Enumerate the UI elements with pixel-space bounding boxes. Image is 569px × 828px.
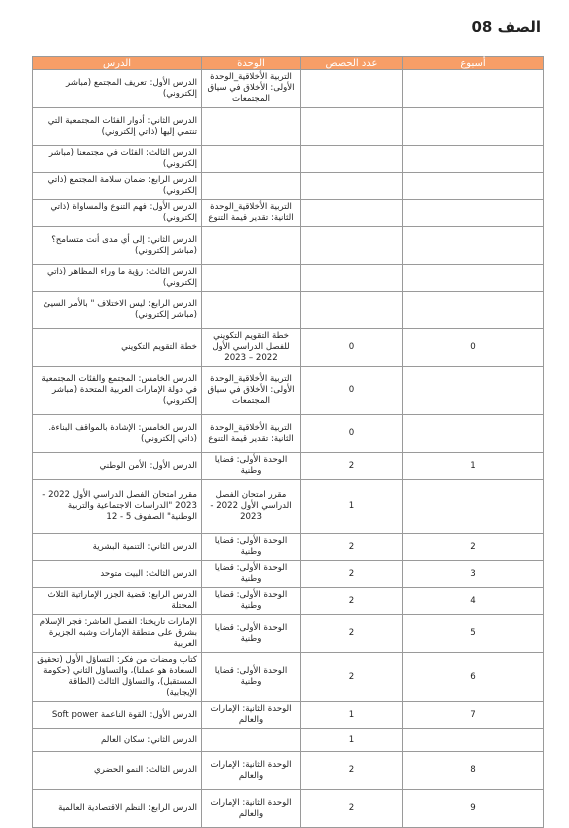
header-unit: الوحدة bbox=[202, 57, 301, 70]
unit-cell bbox=[202, 292, 301, 329]
periods-cell bbox=[301, 146, 403, 173]
lesson-cell: الدرس الخامس: الإشادة بالمواقف البناءة. (ذاتي إلكتروني) bbox=[33, 415, 202, 453]
lesson-cell: الدرس الرابع: قضية الجزر الإماراتية الثلاث المحتلة bbox=[33, 588, 202, 615]
week-cell bbox=[403, 480, 544, 534]
unit-cell: مقرر امتحان الفصل الدراسي الأول 2022 - 2023 bbox=[202, 480, 301, 534]
unit-cell: الوحدة الثانية: الإمارات والعالم bbox=[202, 752, 301, 790]
table-row bbox=[33, 367, 544, 415]
lesson-cell: الدرس الأول: القوة الناعمة Soft power bbox=[33, 702, 202, 729]
lesson-cell: الدرس الأول: الأمن الوطني bbox=[33, 453, 202, 480]
week-cell: 1 bbox=[403, 453, 544, 480]
periods-cell bbox=[301, 70, 403, 108]
header-periods: عدد الحصص bbox=[301, 57, 403, 70]
week-cell bbox=[403, 729, 544, 752]
header-lesson: الدرس bbox=[33, 57, 202, 70]
table-row bbox=[33, 415, 544, 453]
unit-cell: خطة التقويم التكويني للفصل الدراسي الأول 2022 – 2023 bbox=[202, 329, 301, 367]
unit-cell: التربية الأخلاقية_الوحدة الثانية: تقدير قيمة التنوع bbox=[202, 200, 301, 227]
table-row bbox=[33, 480, 544, 534]
periods-cell: 1 bbox=[301, 702, 403, 729]
unit-cell bbox=[202, 265, 301, 292]
periods-cell bbox=[301, 173, 403, 200]
week-cell bbox=[403, 173, 544, 200]
table-body bbox=[33, 70, 544, 828]
lesson-cell: كتاب ومضات من فكر: التساؤل الأول (تحقيق السعادة هو عملنا)، والتساؤل الثاني (حكومة المستقبل)، والتساؤل الثالث (الطاقة الإيجابية) bbox=[33, 653, 202, 702]
periods-cell bbox=[301, 227, 403, 265]
periods-cell: 2 bbox=[301, 752, 403, 790]
unit-cell: الوحدة الأولى: قضايا وطنية bbox=[202, 653, 301, 702]
week-cell: 2 bbox=[403, 534, 544, 561]
week-cell: 3 bbox=[403, 561, 544, 588]
lesson-cell: الدرس الثالث: الفئات في مجتمعنا (مباشر إلكتروني) bbox=[33, 146, 202, 173]
unit-cell: التربية الأخلاقية_الوحدة الثانية: تقدير قيمة التنوع bbox=[202, 415, 301, 453]
lesson-cell: الدرس الثالث: البيت متوحد bbox=[33, 561, 202, 588]
week-cell: 5 bbox=[403, 615, 544, 653]
week-cell bbox=[403, 265, 544, 292]
week-cell bbox=[403, 415, 544, 453]
table-row bbox=[33, 146, 544, 173]
week-cell bbox=[403, 108, 544, 146]
table-row bbox=[33, 329, 544, 367]
table-row bbox=[33, 265, 544, 292]
table-row bbox=[33, 453, 544, 480]
periods-cell bbox=[301, 200, 403, 227]
unit-cell: التربية الأخلاقية_الوحدة الأولى: الأخلاق في سياق المجتمعات bbox=[202, 70, 301, 108]
unit-cell: الوحدة الأولى: قضايا وطنية bbox=[202, 588, 301, 615]
table-row bbox=[33, 561, 544, 588]
week-cell bbox=[403, 200, 544, 227]
periods-cell: 0 bbox=[301, 329, 403, 367]
periods-cell: 1 bbox=[301, 729, 403, 752]
week-cell bbox=[403, 292, 544, 329]
page-title: الصف 08 bbox=[471, 18, 541, 36]
periods-cell: 2 bbox=[301, 653, 403, 702]
periods-cell: 0 bbox=[301, 415, 403, 453]
periods-cell: 2 bbox=[301, 561, 403, 588]
week-cell: 4 bbox=[403, 588, 544, 615]
lesson-cell: الدرس الأول: تعريف المجتمع (مباشر إلكتروني) bbox=[33, 70, 202, 108]
lesson-cell: الدرس الثالث: النمو الحضري bbox=[33, 752, 202, 790]
unit-cell bbox=[202, 729, 301, 752]
table-row bbox=[33, 227, 544, 265]
unit-cell: الوحدة الأولى: قضايا وطنية bbox=[202, 453, 301, 480]
lesson-cell: الدرس الثاني: التنمية البشرية bbox=[33, 534, 202, 561]
periods-cell: 2 bbox=[301, 588, 403, 615]
table-row bbox=[33, 790, 544, 828]
lesson-cell: الدرس الثاني: أدوار الفئات المجتمعية التي تنتمي إليها (ذاتي إلكتروني) bbox=[33, 108, 202, 146]
week-cell bbox=[403, 367, 544, 415]
week-cell bbox=[403, 146, 544, 173]
table-row bbox=[33, 70, 544, 108]
periods-cell bbox=[301, 292, 403, 329]
unit-cell: الوحدة الثانية: الإمارات والعالم bbox=[202, 702, 301, 729]
week-cell: 9 bbox=[403, 790, 544, 828]
table-header-row bbox=[33, 57, 544, 70]
lesson-cell: الدرس الرابع: ضمان سلامة المجتمع (ذاتي إلكتروني) bbox=[33, 173, 202, 200]
table-row bbox=[33, 588, 544, 615]
table-row bbox=[33, 702, 544, 729]
periods-cell: 2 bbox=[301, 790, 403, 828]
lesson-cell: خطة التقويم التكويني bbox=[33, 329, 202, 367]
table-row bbox=[33, 200, 544, 227]
curriculum-table bbox=[32, 56, 544, 828]
table-row bbox=[33, 615, 544, 653]
periods-cell: 2 bbox=[301, 453, 403, 480]
table-row bbox=[33, 653, 544, 702]
week-cell: 7 bbox=[403, 702, 544, 729]
unit-cell: الوحدة الأولى: قضايا وطنية bbox=[202, 615, 301, 653]
periods-cell: 1 bbox=[301, 480, 403, 534]
unit-cell: الوحدة الثانية: الإمارات والعالم bbox=[202, 790, 301, 828]
periods-cell: 2 bbox=[301, 615, 403, 653]
table-row bbox=[33, 173, 544, 200]
lesson-cell: الدرس الرابع: ليس الاختلاف " بالأمر السيئ (مباشر إلكتروني) bbox=[33, 292, 202, 329]
unit-cell: الوحدة الأولى: قضايا وطنية bbox=[202, 561, 301, 588]
lesson-cell: الدرس الخامس: المجتمع والفئات المجتمعية في دولة الإمارات العربية المتحدة (مباشر إلكتروني) bbox=[33, 367, 202, 415]
periods-cell: 0 bbox=[301, 367, 403, 415]
lesson-cell: الإمارات تاريخنا: الفصل العاشر: فجر الإسلام بشرق على منطقة الإمارات وشبه الجزيرة العربية bbox=[33, 615, 202, 653]
week-cell: 6 bbox=[403, 653, 544, 702]
periods-cell bbox=[301, 108, 403, 146]
week-cell bbox=[403, 70, 544, 108]
lesson-cell: الدرس الأول: فهم التنوع والمساواة (ذاتي إلكتروني) bbox=[33, 200, 202, 227]
unit-cell bbox=[202, 227, 301, 265]
unit-cell: الوحدة الأولى: قضايا وطنية bbox=[202, 534, 301, 561]
unit-cell bbox=[202, 173, 301, 200]
table-row bbox=[33, 729, 544, 752]
lesson-cell: مقرر امتحان الفصل الدراسي الأول 2022 - 2023 "الدراسات الاجتماعية والتربية الوطنية" الصفوف 5 - 12 bbox=[33, 480, 202, 534]
week-cell: 0 bbox=[403, 329, 544, 367]
lesson-cell: الدرس الثاني: سكان العالم bbox=[33, 729, 202, 752]
unit-cell bbox=[202, 146, 301, 173]
periods-cell bbox=[301, 265, 403, 292]
header-week: أسبوع bbox=[403, 57, 544, 70]
unit-cell bbox=[202, 108, 301, 146]
table-row bbox=[33, 292, 544, 329]
table-row bbox=[33, 108, 544, 146]
lesson-cell: الدرس الثالث: رؤية ما وراء المظاهر (ذاتي إلكتروني) bbox=[33, 265, 202, 292]
week-cell: 8 bbox=[403, 752, 544, 790]
periods-cell: 2 bbox=[301, 534, 403, 561]
table-row bbox=[33, 534, 544, 561]
lesson-cell: الدرس الثاني: إلى أي مدى أنت متسامح؟ (مباشر إلكتروني) bbox=[33, 227, 202, 265]
week-cell bbox=[403, 227, 544, 265]
unit-cell: التربية الأخلاقية_الوحدة الأولى: الأخلاق في سياق المجتمعات bbox=[202, 367, 301, 415]
table-row bbox=[33, 752, 544, 790]
lesson-cell: الدرس الرابع: النظم الاقتصادية العالمية bbox=[33, 790, 202, 828]
